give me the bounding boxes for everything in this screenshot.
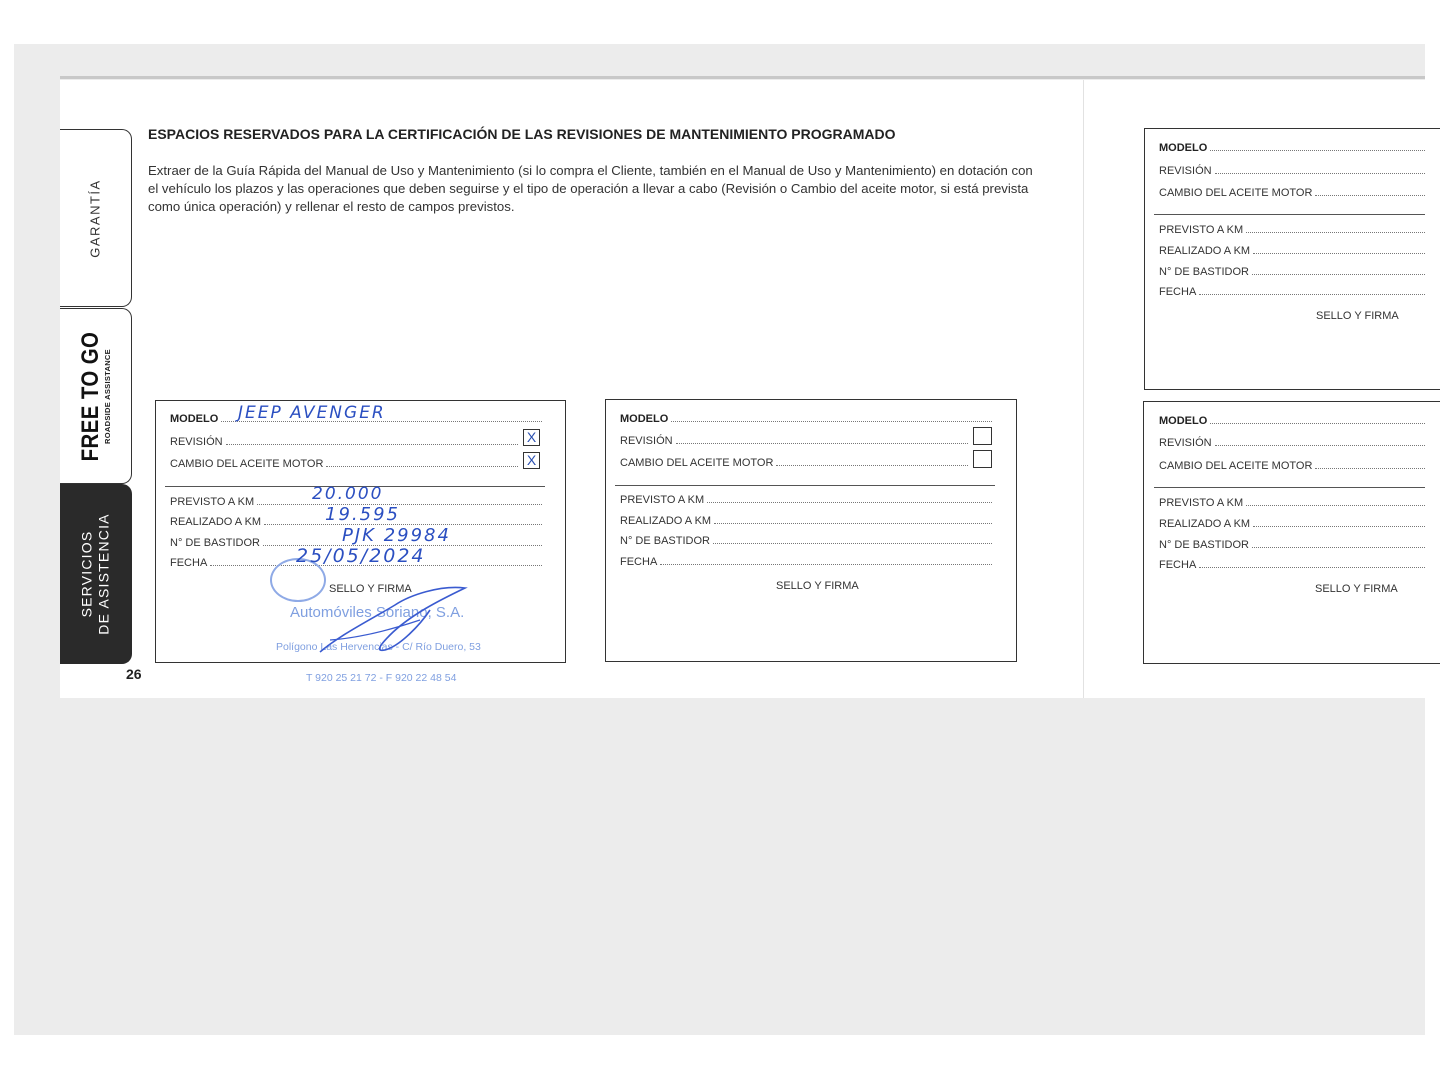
handwritten-bastidor: PJK 29984 xyxy=(342,525,451,546)
previsto-label: PREVISTO A KM xyxy=(170,496,255,508)
realizado-row xyxy=(620,512,992,527)
tab-free-to-go[interactable] xyxy=(60,308,132,484)
modelo-label: MODELO xyxy=(170,413,219,425)
page-title: ESPACIOS RESERVADOS PARA LA CERTIFICACIÓN DE LAS REVISIONES DE MANTENIMIENTO PROGRAMADO xyxy=(148,126,896,142)
tab-servicios-line1: SERVICIOS xyxy=(79,530,96,618)
intro-paragraph: Extraer de la Guía Rápida del Manual de Uso y Mantenimiento (si lo compra el Cliente, también en el Manual de Uso y Mantenimiento) en dotación con el vehículo los plazos y las operaciones que deben seguirse y el tipo de operación a llevar a cabo (Revisión o Cambio del aceite motor, si está prevista como única operación) y rellenar el resto de campos previstos. xyxy=(148,163,1033,214)
bastidor-row xyxy=(620,532,992,547)
cambio-row xyxy=(170,455,518,470)
sello-label: SELLO Y FIRMA xyxy=(1316,310,1399,322)
bastidor-row xyxy=(1159,263,1425,278)
tab-servicios-de-asistencia[interactable] xyxy=(60,484,132,664)
previsto-label: PREVISTO A KM xyxy=(1159,497,1244,509)
revision-row xyxy=(1159,434,1425,449)
cambio-label: CAMBIO DEL ACEITE MOTOR xyxy=(170,458,324,470)
handwritten-fecha: 25/05/2024 xyxy=(296,545,426,567)
modelo-row xyxy=(1159,412,1425,427)
tab-garantia-label: GARANTÍA xyxy=(88,178,103,258)
fecha-label: FECHA xyxy=(170,557,208,569)
page-top-edge xyxy=(60,76,1425,79)
sello-label: SELLO Y FIRMA xyxy=(776,580,859,592)
realizado-label: REALIZADO A KM xyxy=(1159,245,1251,257)
realizado-row xyxy=(1159,515,1425,530)
modelo-label: MODELO xyxy=(1159,142,1208,154)
modelo-row xyxy=(620,410,992,425)
sello-label-filled: SELLO Y FIRMA xyxy=(329,583,412,595)
revision-row xyxy=(170,433,518,448)
cambio-label: CAMBIO DEL ACEITE MOTOR xyxy=(1159,460,1313,472)
cambio-label: CAMBIO DEL ACEITE MOTOR xyxy=(1159,187,1313,199)
handwritten-previsto: 20.000 xyxy=(312,484,384,504)
tab-servicios-label xyxy=(79,513,113,634)
stamp-phone: T 920 25 21 72 - F 920 22 48 54 xyxy=(306,672,457,684)
revision-checkbox[interactable]: X xyxy=(523,429,540,446)
revision-label: REVISIÓN xyxy=(170,436,223,448)
form-separator xyxy=(1154,487,1425,488)
previsto-row xyxy=(1159,221,1425,236)
revision-label: REVISIÓN xyxy=(1159,165,1212,177)
cambio-label: CAMBIO DEL ACEITE MOTOR xyxy=(620,457,774,469)
tab-servicios-line2: DE ASISTENCIA xyxy=(96,513,113,635)
tab-garantia[interactable] xyxy=(60,129,132,307)
fecha-label: FECHA xyxy=(620,556,658,568)
cambio-row xyxy=(1159,457,1425,472)
cambio-row xyxy=(1159,184,1425,199)
fecha-row xyxy=(620,553,992,568)
fecha-label: FECHA xyxy=(1159,286,1197,298)
realizado-label: REALIZADO A KM xyxy=(170,516,262,528)
cambio-checkbox[interactable]: X xyxy=(523,452,540,469)
stamp-company: Automóviles Soriano, S.A. xyxy=(290,604,465,621)
stamp-address: Polígono Las Hervencias - C/ Río Duero, 53 xyxy=(276,641,481,653)
cambio-row xyxy=(620,454,968,469)
page-number: 26 xyxy=(126,666,142,682)
bastidor-label: N° DE BASTIDOR xyxy=(620,535,710,547)
fecha-row xyxy=(1159,283,1425,298)
form-separator xyxy=(615,485,995,486)
page-gutter xyxy=(1083,80,1084,698)
bastidor-label: N° DE BASTIDOR xyxy=(1159,266,1249,278)
revision-row xyxy=(620,432,968,447)
bastidor-row xyxy=(1159,536,1425,551)
previsto-label: PREVISTO A KM xyxy=(1159,224,1244,236)
revision-row xyxy=(1159,162,1425,177)
fecha-label: FECHA xyxy=(1159,559,1197,571)
handwritten-modelo: JEEP AVENGER xyxy=(238,403,386,423)
free-to-go-logo xyxy=(79,320,112,473)
previsto-row xyxy=(1159,494,1425,509)
free-to-go-label: FREE TO GO xyxy=(77,331,105,461)
revision-checkbox[interactable] xyxy=(973,427,992,445)
previsto-row xyxy=(620,491,992,506)
modelo-label: MODELO xyxy=(1159,415,1208,427)
signature xyxy=(300,580,480,660)
form-separator xyxy=(1154,214,1425,215)
realizado-label: REALIZADO A KM xyxy=(1159,518,1251,530)
realizado-label: REALIZADO A KM xyxy=(620,515,712,527)
realizado-row xyxy=(1159,242,1425,257)
modelo-row xyxy=(1159,139,1425,154)
bastidor-label: N° DE BASTIDOR xyxy=(1159,539,1249,551)
modelo-label: MODELO xyxy=(620,413,669,425)
cambio-checkbox[interactable] xyxy=(973,450,992,468)
fecha-row xyxy=(1159,556,1425,571)
roadside-assistance-label: ROADSIDE ASSISTANCE xyxy=(103,348,113,444)
bastidor-label: N° DE BASTIDOR xyxy=(170,537,260,549)
revision-label: REVISIÓN xyxy=(620,435,673,447)
handwritten-realizado: 19.595 xyxy=(325,504,400,525)
sello-label: SELLO Y FIRMA xyxy=(1315,583,1398,595)
revision-label: REVISIÓN xyxy=(1159,437,1212,449)
previsto-label: PREVISTO A KM xyxy=(620,494,705,506)
